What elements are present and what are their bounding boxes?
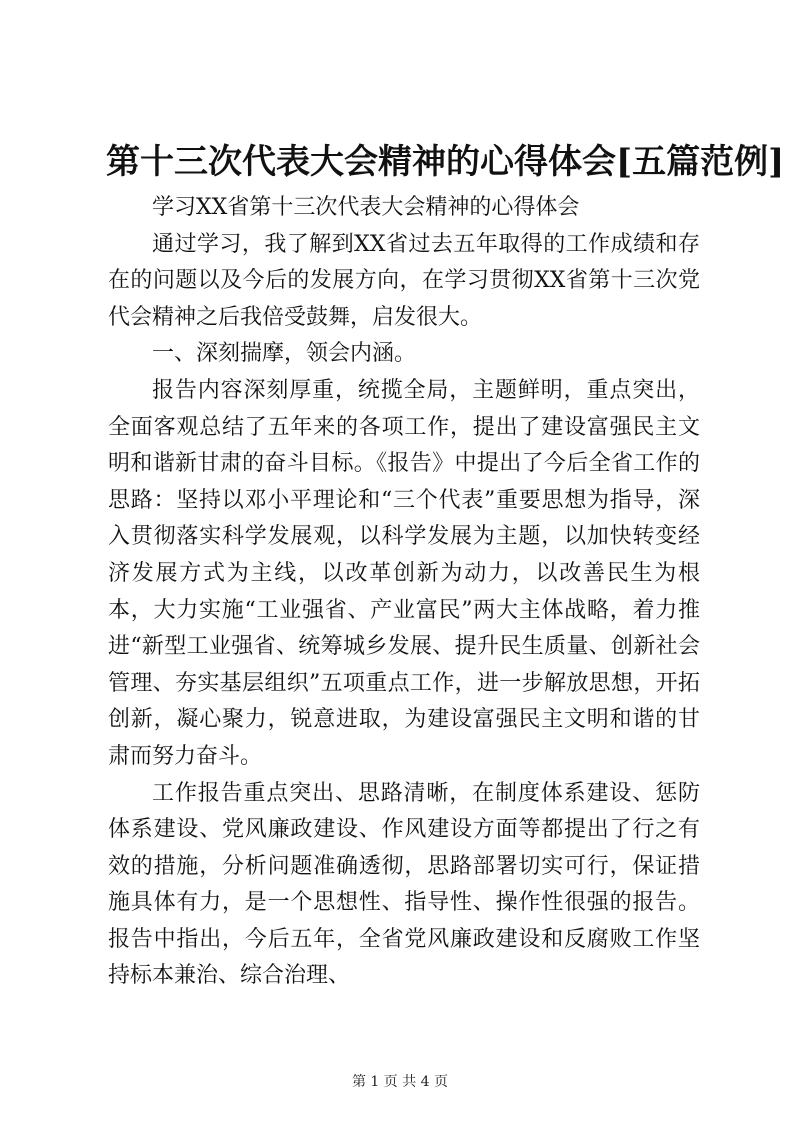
- document-body: [108, 190, 700, 995]
- paragraph-section-heading: 一、深刻揣摩，领会内涵。: [152, 341, 417, 367]
- paragraph-intro: 通过学习，我了解到XX省过去五年取得的工作成绩和存在的问题以及今后的发展方向，在学习贯彻XX省第十三次党代会精神之后我倍受鼓舞，启发很大。: [108, 231, 700, 330]
- page-footer: 第 1 页 共 4 页: [351, 1074, 449, 1090]
- paragraph-work-report: 工作报告重点突出、思路清晰，在制度体系建设、惩防体系建设、党风廉政建设、作风建设方面等都提出了行之有效的措施，分析问题准确透彻，思路部署切实可行，保证措施具体有力，是一个思想性、指导性、操作性很强的报告。报告中指出，今后五年，全省党风廉政建设和反腐败工作坚持标本兼治、综合治理、: [108, 780, 700, 989]
- document-title: 第十三次代表大会精神的心得体会[五篇范例]: [106, 142, 785, 182]
- paragraph-subtitle: 学习XX省第十三次代表大会精神的心得体会: [152, 195, 580, 220]
- paragraph-report-content: 报告内容深刻厚重，统揽全局，主题鲜明，重点突出，全面客观总结了五年来的各项工作，提出了建设富强民主文明和谐新甘肃的奋斗目标。《报告》中提出了今后全省工作的思路：坚持以邓小平理论和“三个代表”重要思想为指导，深入贯彻落实科学发展观，以科学发展为主题，以加快转变经济发展方式为主线，以改革创新为动力，以改善民生为根本，大力实施“工业强省、产业富民”两大主体战略，着力推进“新型工业强省、统筹城乡发展、提升民生质量、创新社会管理、夯实基层组织”五项重点工作，进一步解放思想，开拓创新，凝心聚力，锐意进取，为建设富强民主文明和谐的甘肃而努力奋斗。: [108, 377, 700, 769]
